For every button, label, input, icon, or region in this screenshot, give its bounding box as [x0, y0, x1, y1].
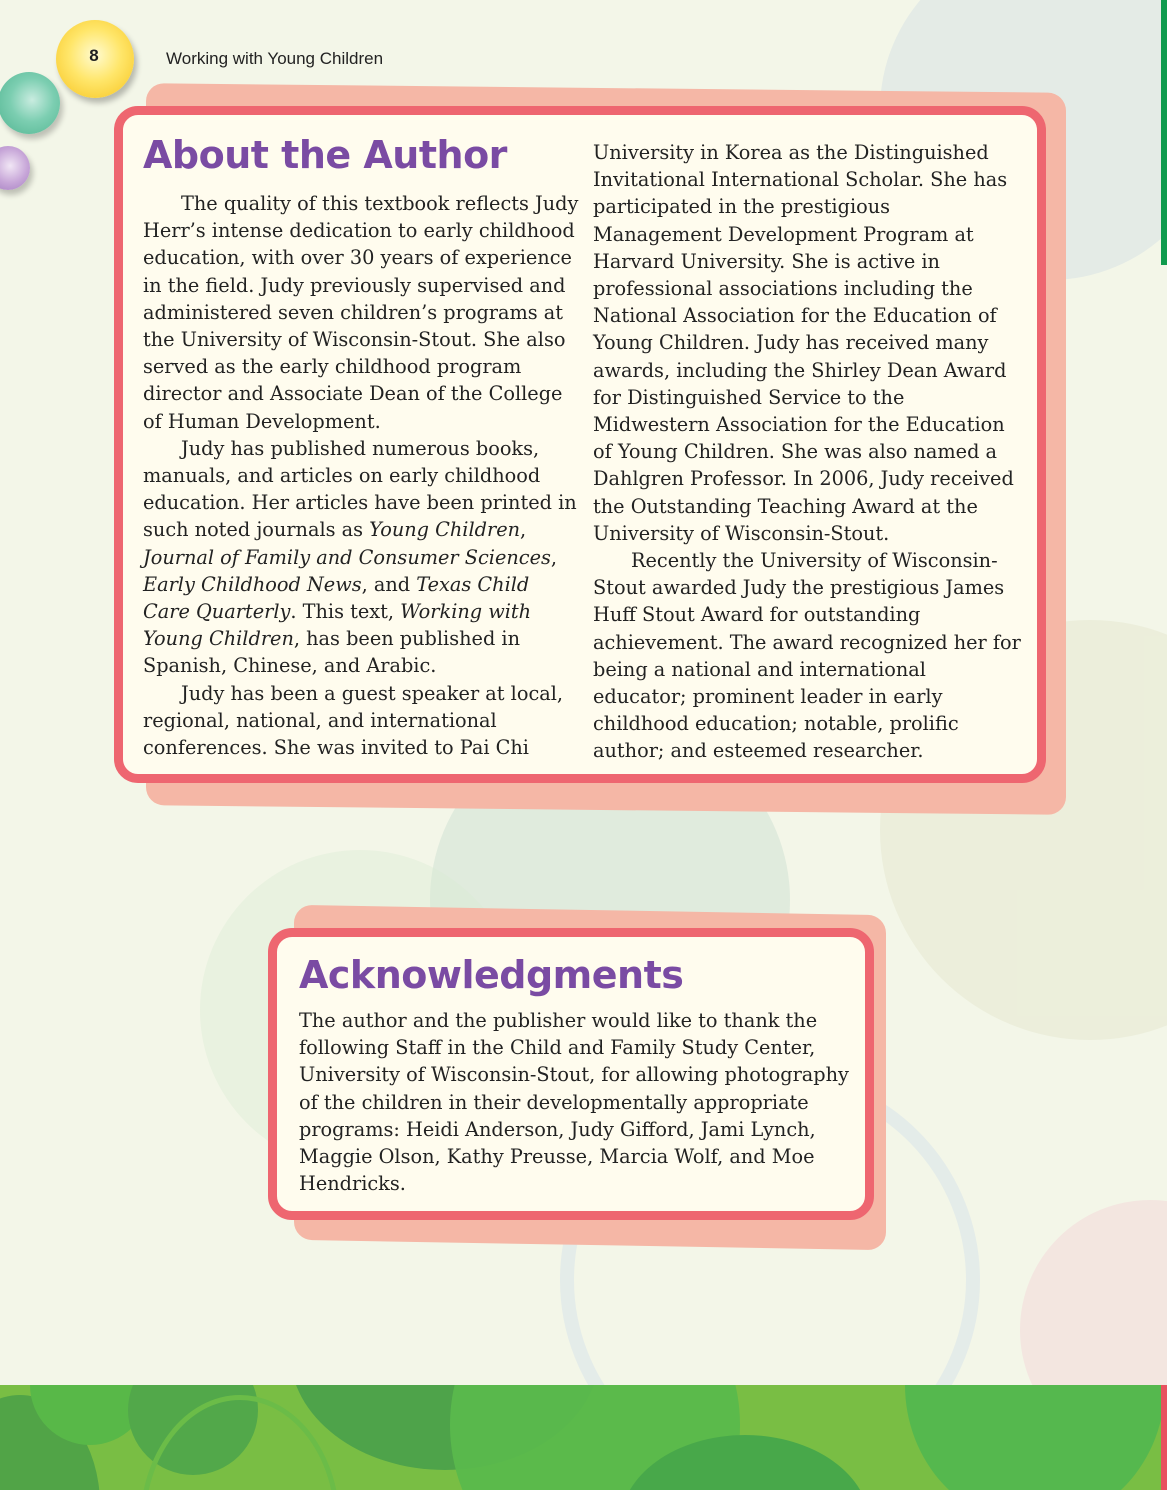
about-column-left: [143, 190, 579, 761]
running-head: Working with Young Children: [166, 49, 384, 68]
about-title: About the Author: [143, 133, 507, 177]
about-paragraph: [143, 435, 579, 680]
text-run: . This text,: [290, 600, 401, 624]
acknowledgments-card: [268, 928, 874, 1220]
green-ball-decoration: [0, 72, 60, 134]
text-run: , has been published in Spanish, Chinese, and Arabic.: [143, 627, 520, 678]
acknowledgments-body: [299, 1007, 859, 1197]
text-run: ,: [550, 545, 558, 569]
about-paragraph: The quality of this textbook reflects Judy Herr’s intense dedication to early childhood education, with over 30 years of experience in the field. Judy previously supervised and administered seven children’s programs at the University of Wisconsin-Stout. She also served as the early childhood program director and Associate Dean of the College of Human Development.: [143, 192, 579, 433]
footer-band: [0, 1385, 1161, 1490]
journal-title: Early Childhood News: [143, 572, 362, 596]
footer-blob: [905, 1385, 1161, 1490]
about-column-right: [593, 139, 1023, 765]
page-edge-marker: [1161, 1385, 1167, 1490]
about-paragraph: Judy has been a guest speaker at local, regional, national, and international conferences. She was invited to Pai Chi: [143, 681, 564, 760]
text-run: ,: [520, 518, 527, 542]
acknowledgments-title: Acknowledgments: [299, 953, 684, 997]
journal-title: Journal of Family and Consumer Sciences: [143, 545, 551, 569]
acknowledgments-paragraph: The author and the publisher would like to thank the following Staff in the Child and Family Study Center, University of Wisconsin-Stout, for allowing photography of the children in their developmentally appropriate programs: Heidi Anderson, Judy Gifford, Jami Lynch, Maggie Olson, Kathy Preusse, Marcia Wolf, and Moe Hendricks.: [299, 1009, 849, 1196]
text-run: , and: [361, 572, 417, 596]
page-number: 8: [89, 46, 99, 65]
about-paragraph: University in Korea as the Distinguished Invitational International Scholar. She has participated in the prestigious Management Development Program at Harvard University. She is active in professional associations including the National Association for the Education of Young Children. Judy has received many awards, including the Shirley Dean Award for Distinguished Service to the Midwestern Association for the Education of Young Children. She was also named a Dahlgren Professor. In 2006, Judy received the Outstanding Teaching Award at the University of Wisconsin-Stout.: [593, 141, 1014, 545]
journal-title: Young Children: [369, 518, 521, 542]
book-title: Working with Young Children: [143, 600, 532, 651]
about-paragraph: Recently the University of Wisconsin-Stout awarded Judy the prestigious James Huff Stout Award for outstanding achievement. The award recognized her for being a national and international educator; prominent leader in early childhood education; notable, prolific author; and esteemed researcher.: [593, 549, 1021, 763]
text-run: Judy has published numerous books, manuals, and articles on early childhood education. Her articles have been printed in such noted journals as: [143, 436, 577, 542]
section-tab: [1161, 0, 1167, 265]
about-author-card: [114, 106, 1046, 783]
about-title-wrap: [143, 133, 507, 177]
journal-title: Texas Child Care Quarterly: [143, 572, 530, 624]
ack-title-wrap: [299, 953, 683, 997]
page-number-badge: [56, 20, 134, 98]
